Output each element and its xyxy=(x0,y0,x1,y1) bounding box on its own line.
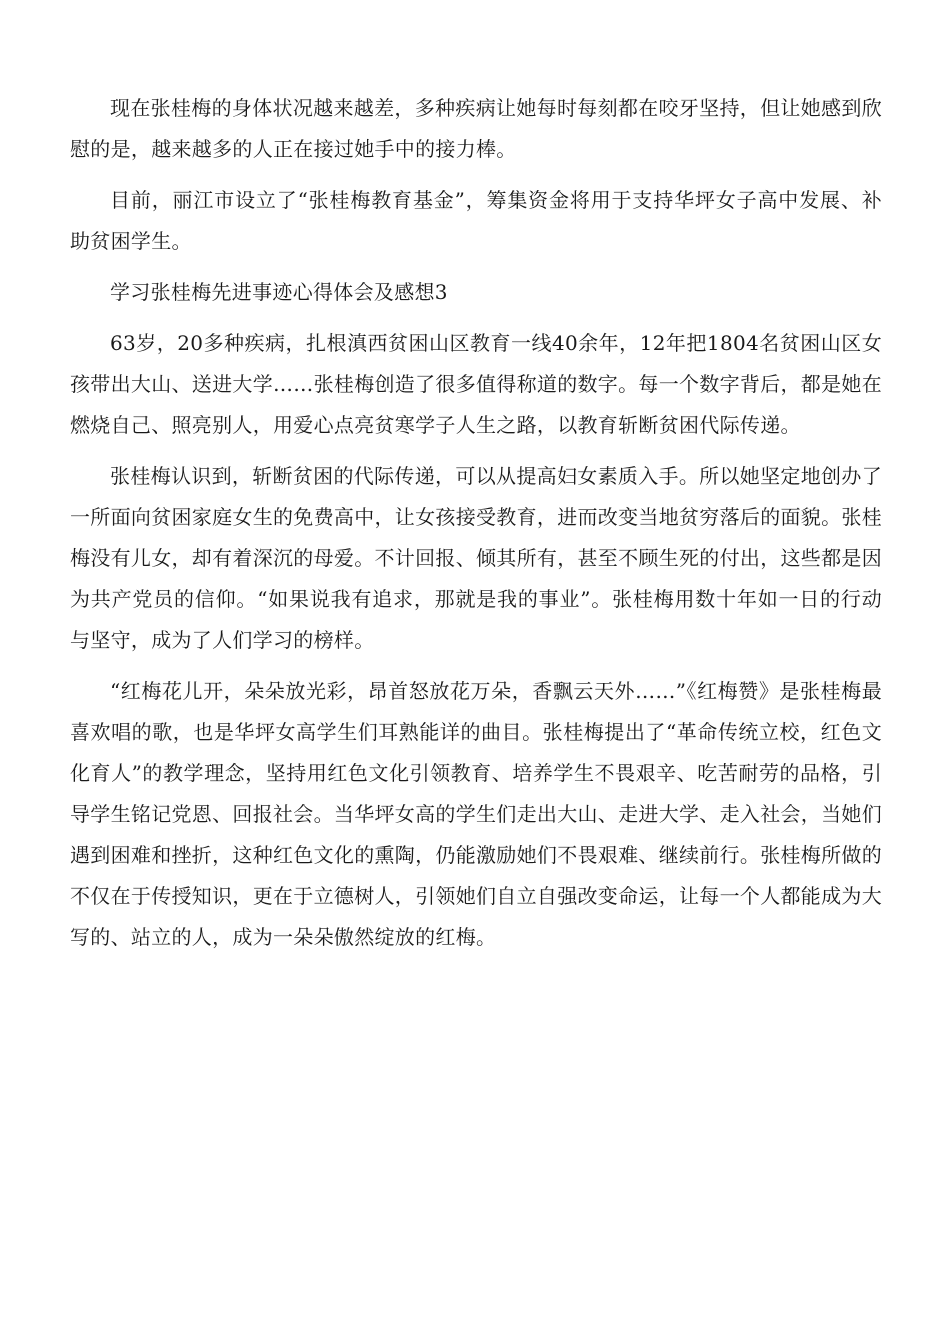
paragraph-5: “红梅花儿开，朵朵放光彩，昂首怒放花万朵，香飘云天外……”《红梅赞》是张桂梅最喜欢唱的歌，也是华坪女高学生们耳熟能详的曲目。张桂梅提出了“革命传统立校，红色文化育人”的教学理念，坚持用红色文化引领教育、培养学生不畏艰辛、吃苦耐劳的品格，引导学生铭记党恩、回报社会。当华坪女高的学生们走出大山、走进大学、走入社会，当她们遇到困难和挫折，这种红色文化的熏陶，仍能激励她们不畏艰难、继续前行。张桂梅所做的不仅在于传授知识，更在于立德树人，引领她们自立自强改变命运，让每一个人都能成为大写的、站立的人，成为一朵朵傲然绽放的红梅。 xyxy=(70,679,882,949)
paragraph-2: 目前，丽江市设立了“张桂梅教育基金”，筹集资金将用于支持华坪女子高中发展、补助贫困学生。 xyxy=(70,188,882,253)
document-body xyxy=(70,88,882,968)
paragraph-4: 张桂梅认识到，斩断贫困的代际传递，可以从提高妇女素质入手。所以她坚定地创办了一所面向贫困家庭女生的免费高中，让女孩接受教育，进而改变当地贫穷落后的面貌。张桂梅没有儿女，却有着深沉的母爱。不计回报、倾其所有，甚至不顾生死的付出，这些都是因为共产党员的信仰。“如果说我有追求，那就是我的事业”。张桂梅用数十年如一日的行动与坚守，成为了人们学习的榜样。 xyxy=(70,464,882,652)
paragraph-3: 63岁，20多种疾病，扎根滇西贫困山区教育一线40余年，12年把1804名贫困山区女孩带出大山、送进大学……张桂梅创造了很多值得称道的数字。每一个数字背后，都是她在燃烧自己、照亮别人，用爱心点亮贫寒学子人生之路，以教育斩断贫困代际传递。 xyxy=(70,331,882,437)
paragraph-1: 现在张桂梅的身体状况越来越差，多种疾病让她每时每刻都在咬牙坚持，但让她感到欣慰的是，越来越多的人正在接过她手中的接力棒。 xyxy=(70,96,882,161)
section-heading: 学习张桂梅先进事迹心得体会及感想3 xyxy=(110,280,448,304)
